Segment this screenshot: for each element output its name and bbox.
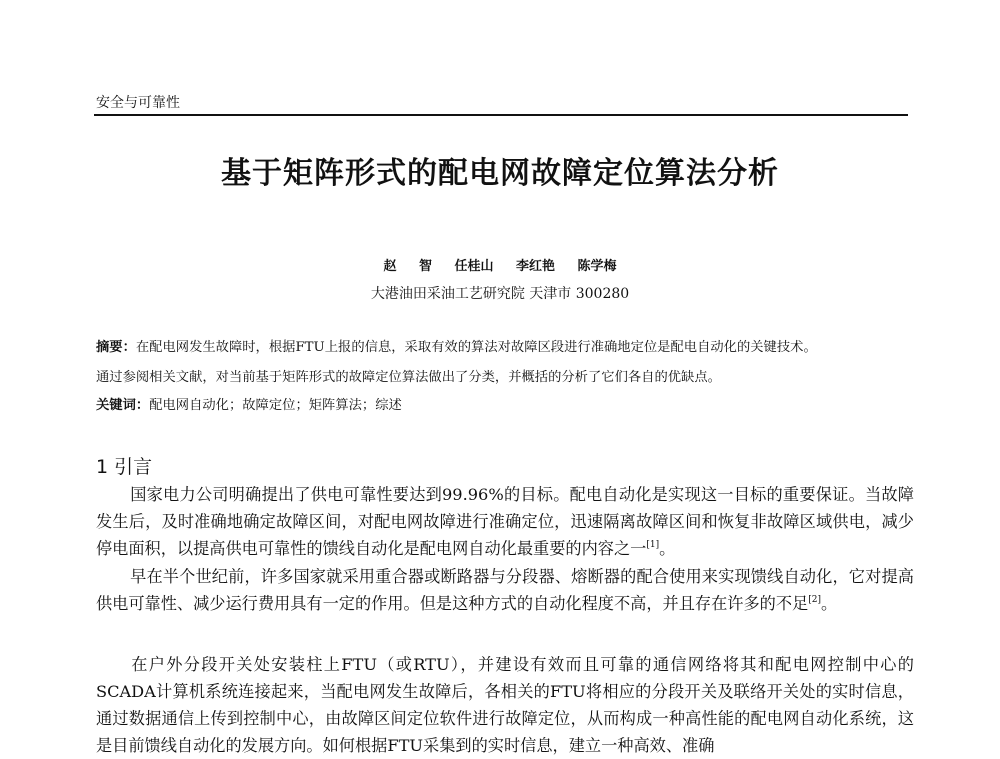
keywords: [96, 397, 926, 415]
abstract-label: 摘要：: [96, 340, 136, 355]
citation-1: [1]: [646, 540, 660, 550]
header-rule: [94, 114, 908, 116]
citation-2: [2]: [808, 595, 821, 605]
section-heading-introduction: 1 引言: [96, 456, 153, 478]
paragraph-1: [96, 481, 914, 562]
keywords-text: 配电网自动化；故障定位；矩阵算法；综述: [149, 398, 402, 413]
abstract: [96, 339, 926, 357]
keywords-label: 关键词：: [96, 398, 150, 413]
paragraph-1-end: 。: [659, 539, 676, 558]
running-header: 安全与可靠性: [96, 95, 180, 111]
paragraph-3: [96, 651, 914, 759]
paragraph-2: [96, 563, 914, 617]
affiliation: 大港油田采油工艺研究院 天津市 300280: [370, 286, 630, 302]
abstract-line-1: 在配电网发生故障时，根据FTU上报的信息，采取有效的算法对故障区段进行准确地定位是配电自动化的关键技术。: [135, 340, 817, 355]
paragraph-1-text: 国家电力公司明确提出了供电可靠性要达到99.96%的目标。配电自动化是实现这一目标的重要保证。当故障发生后，及时准确地确定故障区间，对配电网故障进行准确定位，迅速隔离故障区间和恢复非故障区域供电，减少停电面积，以提高供电可靠性的馈线自动化是配电网自动化最重要的内容之一: [96, 485, 914, 558]
authors: 赵 智 任桂山 李红艳 陈学梅: [383, 259, 617, 274]
abstract-continued: [96, 369, 926, 387]
paragraph-2-end: 。: [821, 594, 838, 613]
paper-title: 基于矩阵形式的配电网故障定位算法分析: [221, 156, 779, 191]
abstract-line-2: 通过参阅相关文献，对当前基于矩阵形式的故障定位算法做出了分类，并概括的分析了它们各自的优缺点。: [96, 370, 721, 385]
paragraph-2-text: 早在半个世纪前，许多国家就采用重合器或断路器与分段器、熔断器的配合使用来实现馈线自动化，它对提高供电可靠性、减少运行费用具有一定的作用。但是这种方式的自动化程度不高，并且存在许多的不足: [96, 567, 914, 613]
paragraph-3-text: 在户外分段开关处安装柱上FTU（或RTU），并建设有效而且可靠的通信网络将其和配电网控制中心的SCADA计算机系统连接起来，当配电网发生故障后，各相关的FTU将相应的分段开关及联络开关处的实时信息，通过数据通信上传到控制中心，由故障区间定位软件进行故障定位，从而构成一种高性能的配电网自动化系统，这是目前馈线自动化的发展方向。如何根据FTU采集到的实时信息，建立一种高效、准确: [96, 655, 914, 755]
